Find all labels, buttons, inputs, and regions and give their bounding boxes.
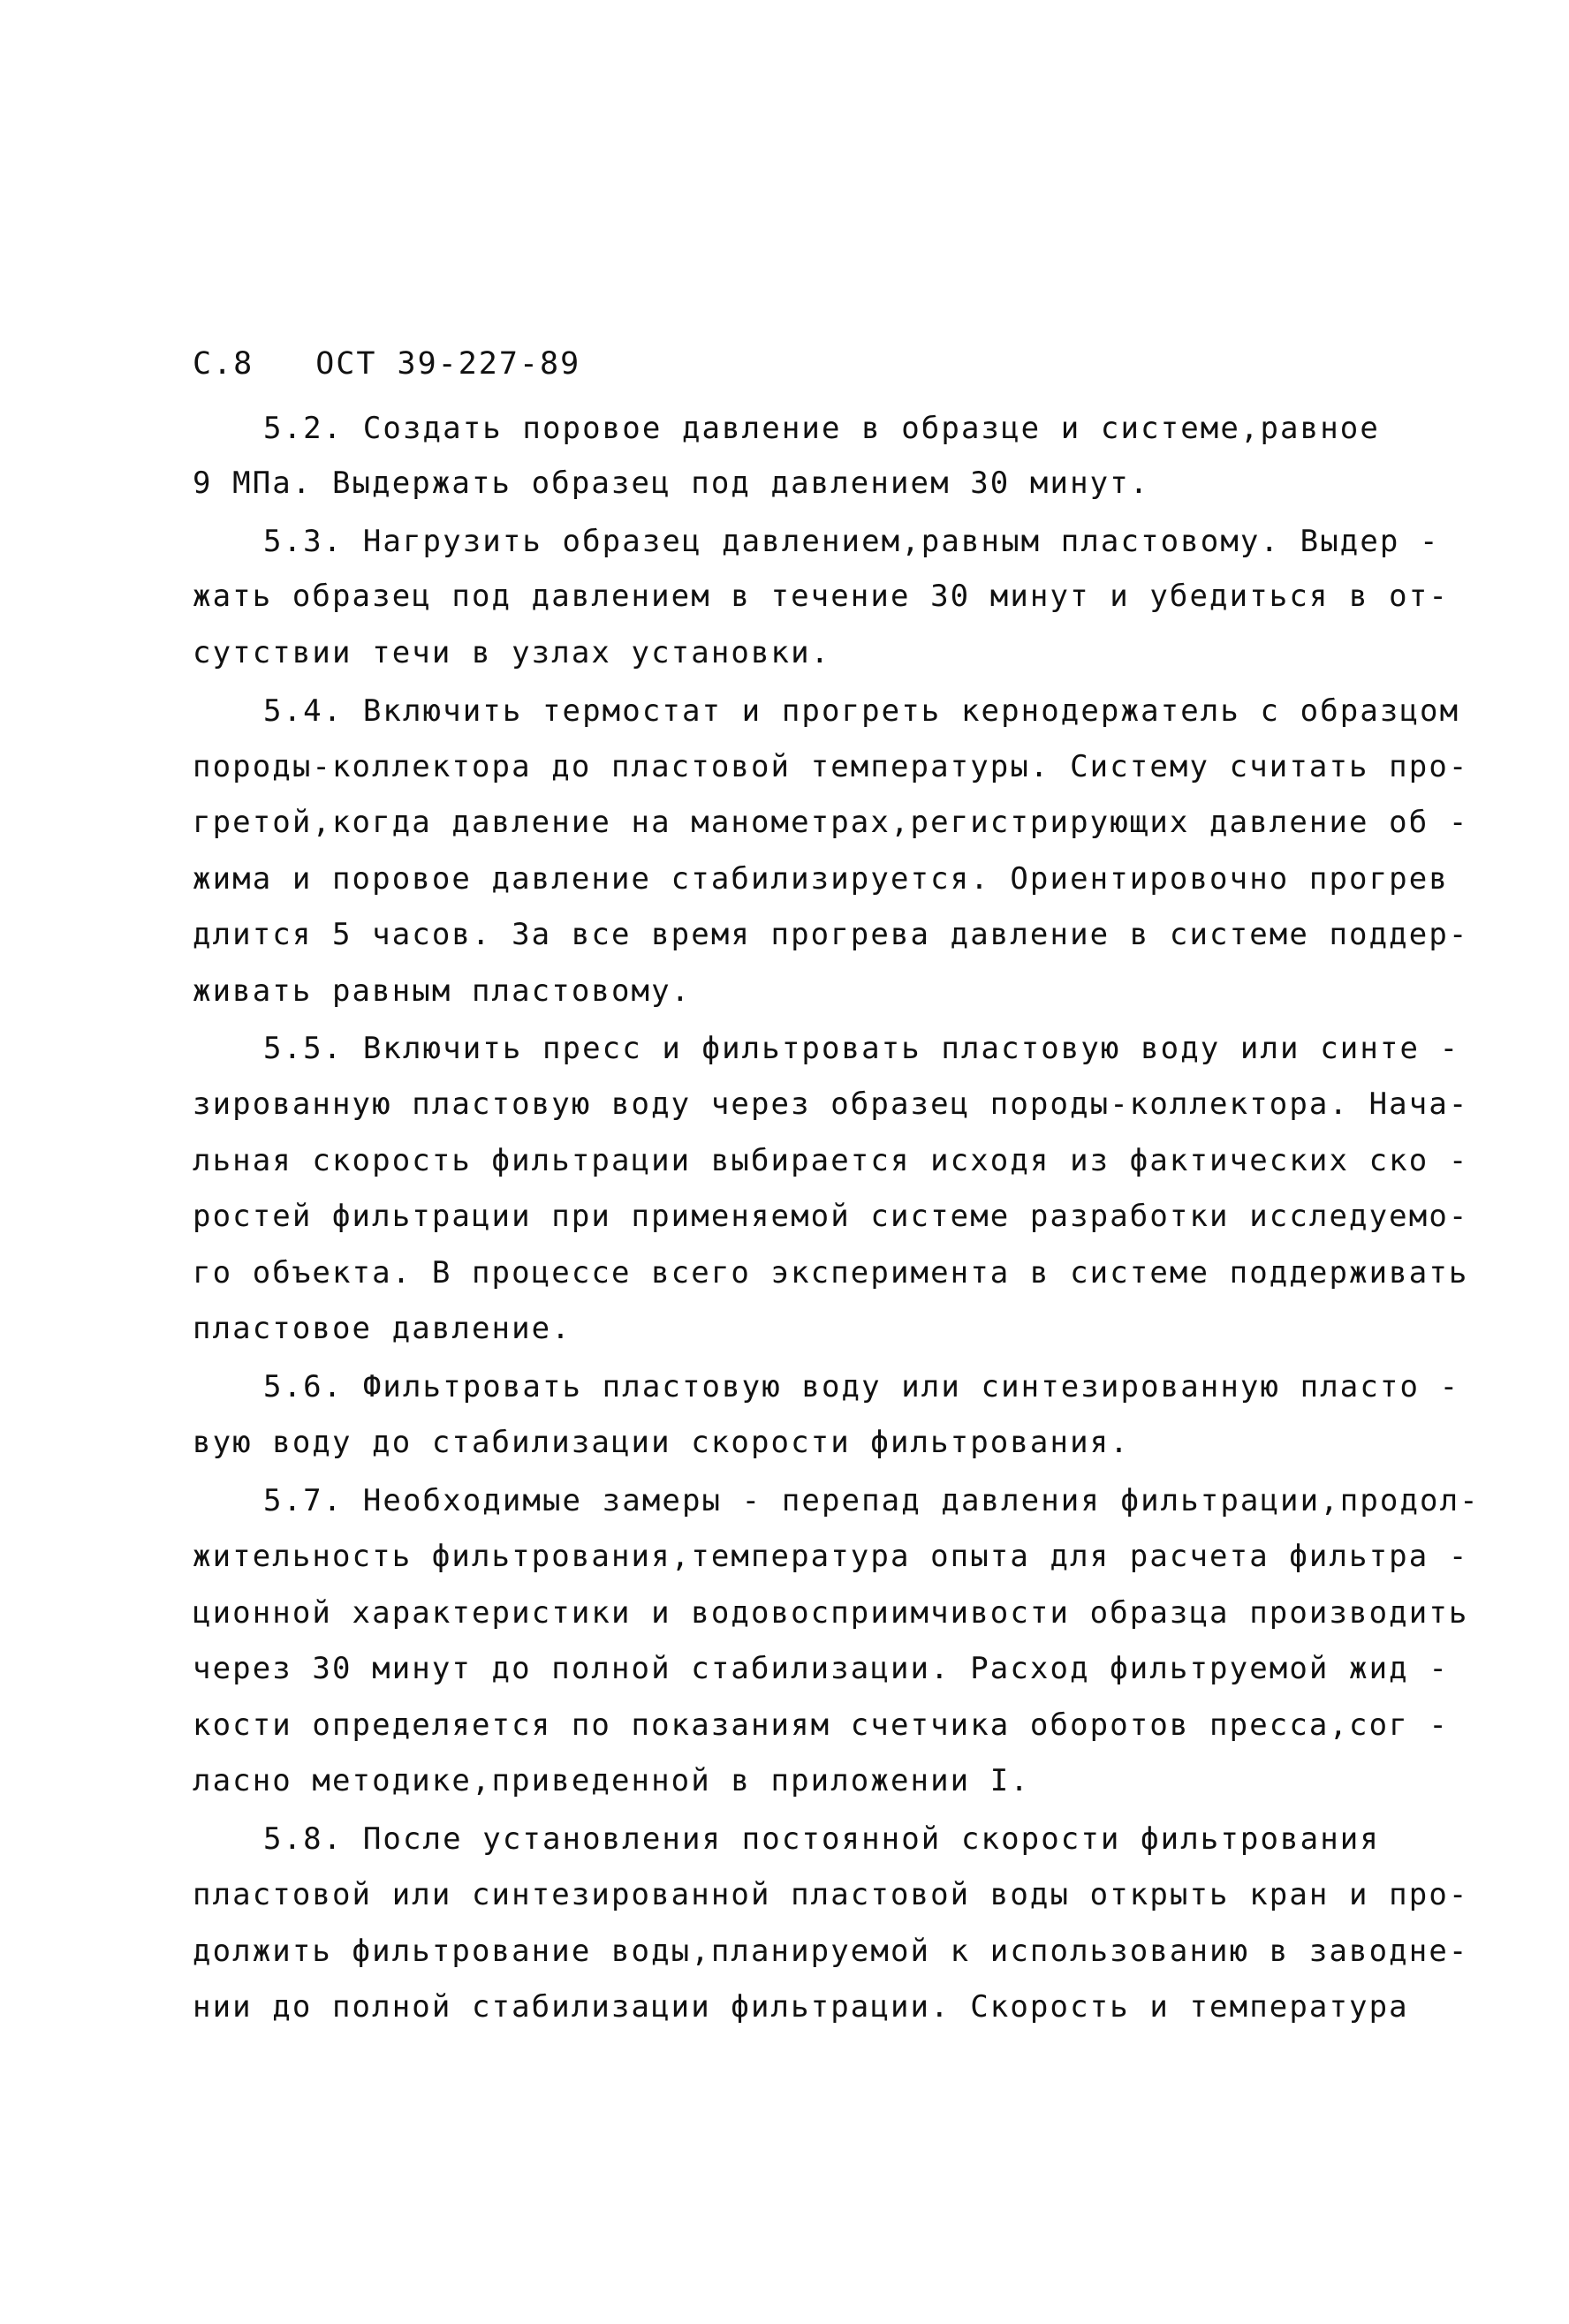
text-line: жать образец под давлением в течение 30 минут и убедиться в от-	[193, 579, 1449, 614]
text-line: льная скорость фильтрации выбирается исходя из фактических ско -	[193, 1143, 1469, 1178]
text-line: 5.6. Фильтровать пластовую воду или синтезированную пласто -	[263, 1369, 1460, 1404]
text-line: вую воду до стабилизации скорости фильтрования.	[193, 1425, 1130, 1460]
text-line: 5.4. Включить термостат и прогреть кернодержатель с образцом	[263, 693, 1460, 729]
text-line: зированную пластовую воду через образец породы-коллектора. Нача-	[193, 1086, 1469, 1122]
text-line: кости определяется по показаниям счетчика оборотов пресса,сог -	[193, 1707, 1449, 1743]
text-line: 5.5. Включить пресс и фильтровать пластовую воду или синте -	[263, 1031, 1460, 1066]
text-line: 5.7. Необходимые замеры - перепад давления фильтрации,продол-	[263, 1483, 1480, 1518]
text-line: сутствии течи в узлах установки.	[193, 635, 831, 670]
text-line: 5.3. Нагрузить образец давлением,равным пластовому. Выдер -	[263, 524, 1440, 559]
standard-designation: ОСТ 39-227-89	[315, 346, 581, 382]
text-line: живать равным пластовому.	[193, 973, 692, 1009]
text-line: пластовой или синтезированной пластовой воды открыть кран и про-	[193, 1877, 1469, 1912]
text-line: через 30 минут до полной стабилизации. Расход фильтруемой жид -	[193, 1651, 1449, 1686]
page-number: С.8	[193, 346, 254, 382]
text-line: 5.2. Создать поровое давление в образце и системе,равное	[263, 411, 1380, 446]
text-line: го объекта. В процессе всего эксперимента в системе поддерживать	[193, 1255, 1469, 1291]
text-line: нии до полной стабилизации фильтрации. Скорость и температура	[193, 1989, 1409, 2025]
text-line: гретой,когда давление на манометрах,регистрирующих давление об -	[193, 805, 1469, 840]
text-line: жима и поровое давление стабилизируется. Ориентировочно прогрев	[193, 861, 1449, 897]
text-line: 9 МПа. Выдержать образец под давлением 30 минут.	[193, 466, 1150, 501]
text-line: ласно методике,приведенной в приложении I.	[193, 1763, 1030, 1798]
page-header	[193, 346, 580, 382]
text-line: 5.8. После установления постоянной скорости фильтрования	[263, 1821, 1380, 1857]
text-line: пластовое давление.	[193, 1311, 572, 1346]
text-line: длится 5 часов. За все время прогрева давление в системе поддер-	[193, 917, 1469, 952]
text-line: ростей фильтрации при применяемой системе разработки исследуемо-	[193, 1199, 1469, 1234]
text-line: жительность фильтрования,температура опыта для расчета фильтра -	[193, 1539, 1469, 1574]
text-line: породы-коллектора до пластовой температуры. Систему считать про-	[193, 749, 1469, 784]
text-line: ционной характеристики и водовосприимчивости образца производить	[193, 1595, 1469, 1631]
text-line: должить фильтрование воды,планируемой к использованию в заводне-	[193, 1934, 1469, 1969]
